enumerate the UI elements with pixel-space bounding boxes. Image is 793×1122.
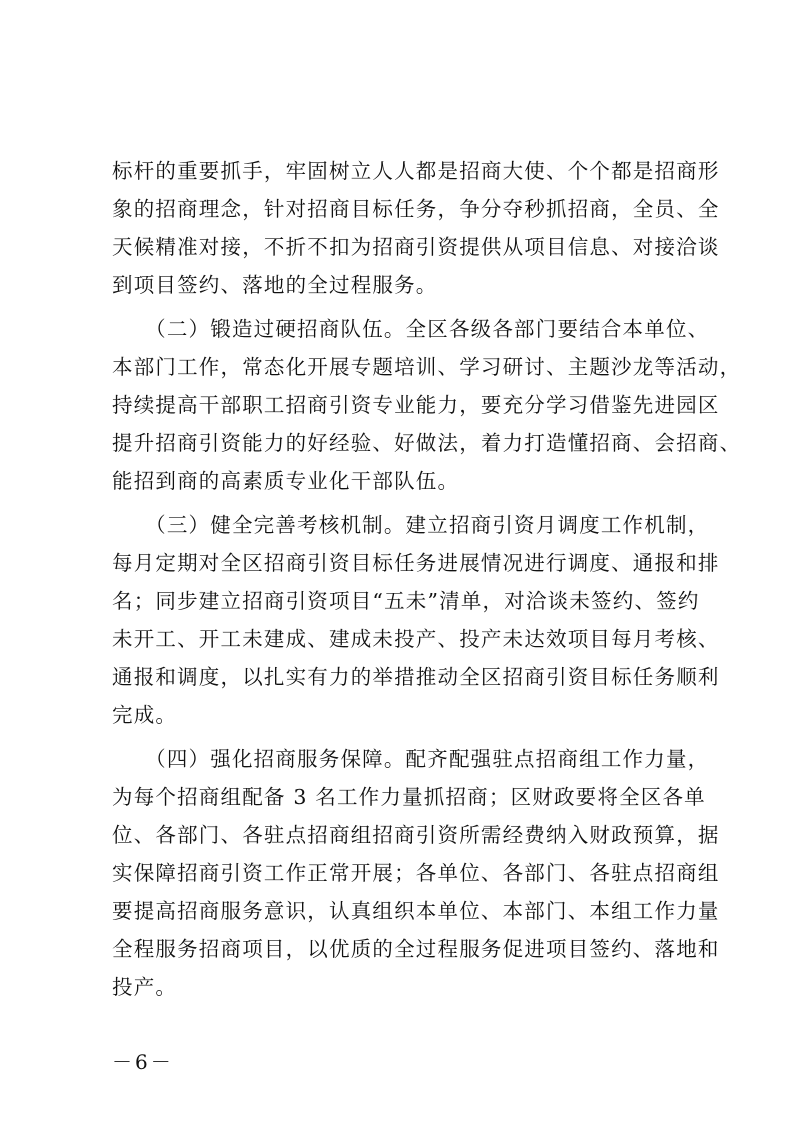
text-line: 为每个招商组配备 3 名工作力量抓招商；区财政要将全区各单 bbox=[112, 785, 706, 809]
text-line: 位、各部门、各驻点招商组招商引资所需经费纳入财政预算，据 bbox=[112, 823, 720, 847]
page-number: －6－ bbox=[112, 1050, 174, 1074]
text-line: 实保障招商引资工作正常开展；各单位、各部门、各驻点招商组 bbox=[112, 861, 720, 885]
paragraph-1 bbox=[112, 152, 720, 304]
paragraph-3 bbox=[112, 506, 720, 734]
paragraph-2 bbox=[112, 310, 742, 500]
text-line: 通报和调度，以扎实有力的举措推动全区招商引资目标任务顺利 bbox=[112, 665, 720, 689]
document-body bbox=[112, 152, 742, 1012]
text-line: 未开工、开工未建成、建成未投产、投产未达效项目每月考核、 bbox=[112, 627, 720, 651]
text-line: 象的招商理念，针对招商目标任务，争分夺秒抓招商，全员、全 bbox=[112, 197, 720, 221]
text-line: 全程服务招商项目，以优质的全过程服务促进项目签约、落地和 bbox=[112, 937, 720, 961]
paragraph-4 bbox=[112, 740, 720, 1006]
text-line: （四）强化招商服务保障。配齐配强驻点招商组工作力量， bbox=[112, 747, 710, 771]
text-line: 标杆的重要抓手，牢固树立人人都是招商大使、个个都是招商形 bbox=[112, 159, 720, 183]
text-line: 本部门工作，常态化开展专题培训、学习研讨、主题沙龙等活动， bbox=[112, 355, 742, 379]
text-line: 能招到商的高素质专业化干部队伍。 bbox=[112, 469, 460, 493]
text-line: 完成。 bbox=[112, 703, 178, 727]
text-line: 到项目签约、落地的全过程服务。 bbox=[112, 273, 438, 297]
text-line: 名；同步建立招商引资项目“五未”清单，对洽谈未签约、签约 bbox=[112, 589, 700, 613]
text-line: 天候精准对接，不折不扣为招商引资提供从项目信息、对接洽谈 bbox=[112, 235, 720, 259]
text-line: 提升招商引资能力的好经验、好做法，着力打造懂招商、会招商、 bbox=[112, 431, 742, 455]
text-line: （二）锻造过硬招商队伍。全区各级各部门要结合本单位、 bbox=[112, 317, 710, 341]
text-line: （三）健全完善考核机制。建立招商引资月调度工作机制， bbox=[112, 513, 710, 537]
text-line: 每月定期对全区招商引资目标任务进展情况进行调度、通报和排 bbox=[112, 551, 720, 575]
text-line: 要提高招商服务意识，认真组织本单位、本部门、本组工作力量 bbox=[112, 899, 720, 923]
text-line: 持续提高干部职工招商引资专业能力，要充分学习借鉴先进园区 bbox=[112, 393, 720, 417]
text-line: 投产。 bbox=[112, 975, 178, 999]
